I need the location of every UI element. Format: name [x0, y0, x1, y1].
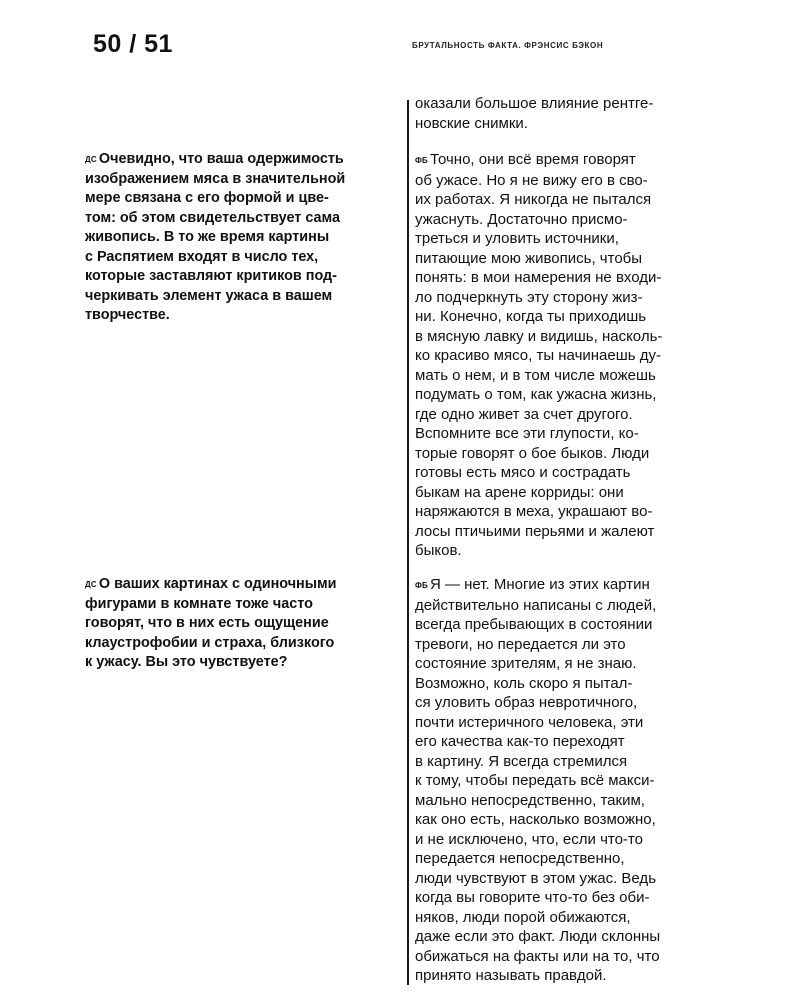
text-line: всегда пребывающих в состоянии	[415, 616, 653, 633]
text-line: Возможно, коль скоро я пытал-	[415, 674, 633, 692]
text-line: об ужасе. Но я не вижу его в сво-	[415, 171, 648, 189]
text-line: няков, люди порой обижаются,	[415, 908, 631, 926]
text-line: лосы птичьими перьями и жалеют	[415, 522, 655, 540]
text-line: действительно написаны с людей,	[415, 596, 657, 614]
text-line: Вспомните все эти глупости, ко-	[415, 425, 639, 442]
text-line: состояние зрителям, я не знаю.	[415, 655, 637, 672]
text-line: к тому, чтобы передать всё макси-	[415, 772, 655, 789]
text-line: даже если это факт. Люди склонны	[415, 928, 661, 945]
text-line: к ужасу. Вы это чувствуете?	[85, 654, 288, 670]
text-line	[415, 150, 730, 171]
speaker-tag-artist: ФБ	[415, 581, 428, 590]
text-line: подумать о том, как ужасна жизнь,	[415, 386, 657, 403]
text-line: их работах. Я никогда не пытался	[415, 191, 652, 208]
text-line: ни. Конечно, когда ты приходишь	[415, 308, 647, 325]
text-line	[415, 575, 730, 596]
text-line: клаустрофобии и страха, близкого	[85, 634, 335, 651]
text-line: быкам на арене корриды: они	[415, 483, 624, 501]
text-line	[85, 150, 405, 170]
text-line: когда вы говорите что-то без оби-	[415, 889, 650, 906]
text-line: наряжаются в меха, украшают во-	[415, 503, 653, 520]
answer-continuation	[415, 94, 730, 133]
text-line: живопись. В то же время картины	[85, 229, 330, 245]
text-line: которые заставляют критиков под-	[85, 268, 337, 284]
text-line: питающие мою живопись, чтобы	[415, 249, 643, 267]
text-line	[85, 575, 405, 595]
text-line: обижаться на факты или на то, что	[415, 947, 660, 965]
running-head: БРУТАЛЬНОСТЬ ФАКТА. ФРЭНСИС БЭКОН	[412, 41, 604, 50]
text-line: в картину. Я всегда стремился	[415, 752, 628, 770]
text-line: мать о нем, и в том числе можешь	[415, 366, 656, 384]
text-line: говорят, что в них есть ощущение	[85, 615, 329, 631]
text-line: понять: в мои намерения не входи-	[415, 269, 662, 286]
text-line: том: об этом свидетельствует сама	[85, 209, 340, 226]
column-divider	[407, 100, 409, 985]
text-line: мально непосредственно, таким,	[415, 791, 645, 809]
question-1	[85, 150, 405, 326]
text-line: фигурами в комнате тоже часто	[85, 595, 313, 612]
text-line-content: О ваших картинах с одиночными	[98, 576, 337, 592]
speaker-tag-artist: ФБ	[415, 156, 428, 165]
speaker-tag-interviewer: ДС	[85, 155, 97, 164]
text-line: принято называть правдой.	[415, 967, 607, 984]
text-line: готовы есть мясо и сострадать	[415, 464, 631, 481]
text-line: треться и уловить источники,	[415, 230, 619, 247]
text-line: творчестве.	[85, 307, 170, 323]
text-line: мере связана с его формой и цве-	[85, 190, 329, 206]
text-line: его качества как-то переходят	[415, 733, 625, 750]
text-line: как оно есть, насколько возможно,	[415, 811, 656, 828]
text-line: в мясную лавку и видишь, насколь-	[415, 327, 663, 345]
text-line: и не исключено, что, если что-то	[415, 830, 643, 848]
text-line: ужаснуть. Достаточно присмо-	[415, 210, 628, 228]
answer-1	[415, 150, 730, 561]
text-line: оказали большое влияние рентге-	[415, 95, 654, 112]
text-line: передается непосредственно,	[415, 850, 625, 867]
text-line: где одно живет за счет другого.	[415, 405, 633, 423]
text-line: почти истеричного человека, эти	[415, 713, 644, 731]
text-line: люди чувствуют в этом ужас. Ведь	[415, 869, 657, 887]
text-line: ся уловить образ невротичного,	[415, 694, 638, 711]
text-line: тревоги, но передается ли это	[415, 635, 626, 653]
answer-2	[415, 575, 730, 986]
text-line-content: Очевидно, что ваша одержимость	[98, 151, 344, 167]
text-line: изображением мяса в значительной	[85, 170, 346, 187]
text-line-content: Я — нет. Многие из этих картин	[429, 576, 650, 593]
text-line: с Распятием входят в число тех,	[85, 248, 319, 265]
page-number: 50 / 51	[93, 30, 173, 58]
speaker-tag-interviewer: ДС	[85, 580, 97, 589]
text-line: ко красиво мясо, ты начинаешь ду-	[415, 347, 661, 364]
text-line: ло подчеркнуть эту сторону жиз-	[415, 288, 643, 306]
text-line-content: Точно, они всё время говорят	[429, 151, 636, 168]
text-line: торые говорят о бое быков. Люди	[415, 444, 650, 462]
text-line: черкивать элемент ужаса в вашем	[85, 287, 333, 304]
question-2	[85, 575, 405, 673]
text-line: быков.	[415, 542, 462, 559]
text-line: новские снимки.	[415, 114, 528, 132]
